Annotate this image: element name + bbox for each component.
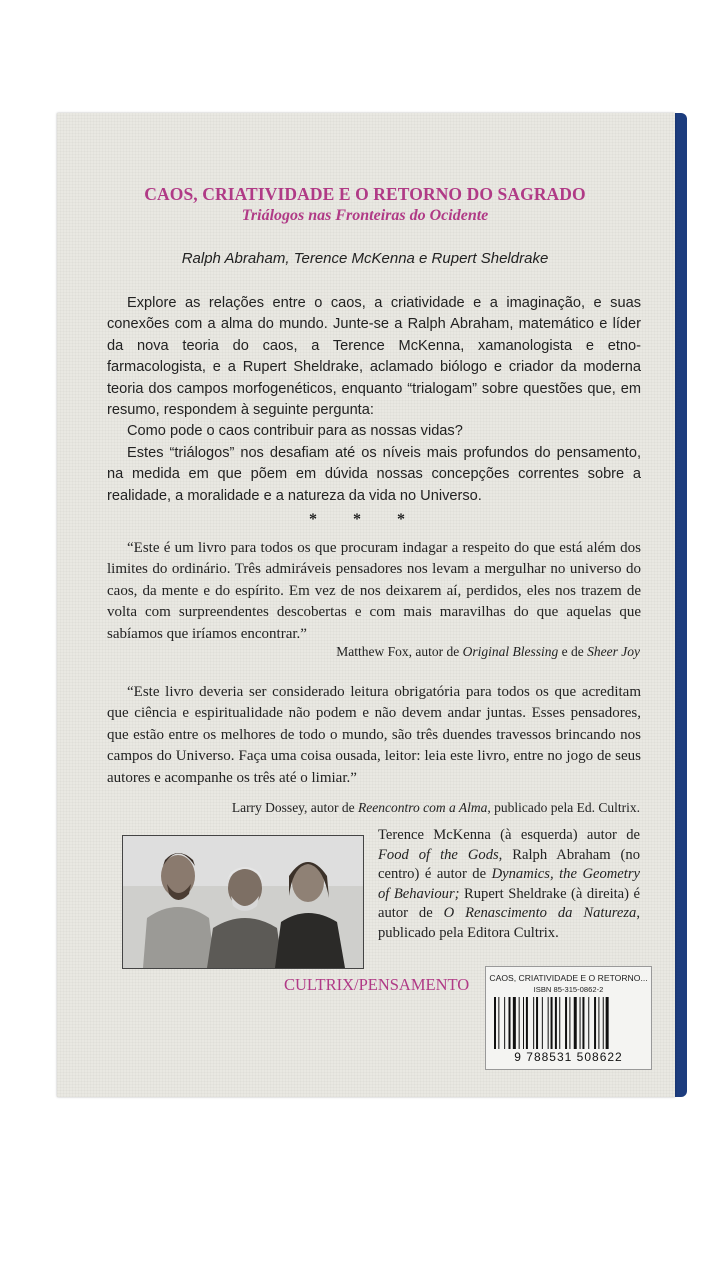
attribution-work: Sheer Joy bbox=[587, 644, 640, 659]
publisher-name: CULTRIX/PENSAMENTO bbox=[284, 975, 470, 994]
intro-paragraph-2: Como pode o caos contribuir para as nossas vidas? bbox=[127, 423, 463, 440]
barcode-number: 9 788531 508622 bbox=[514, 1050, 623, 1064]
attribution-text: , publicado pela Ed. Cultrix. bbox=[487, 800, 640, 815]
caption-work: Dynamics, the Geometry of Behaviour; bbox=[378, 866, 640, 902]
photo-caption bbox=[378, 826, 640, 943]
attribution-text: Larry Dossey, autor de bbox=[231, 800, 359, 815]
caption-text: , publicado pela Editora Cultrix. bbox=[378, 905, 640, 941]
quote-1-text: “Este é um livro para todos os que procuram indagar a respeito do que está além dos limites do ordinário. Três admiráveis pensadores nos levam a mergulhar no universo do caos, da mente e do espírito. Em vez de nos deixarem aí, perdidos, eles nos trazem de volta com surpreendentes descobertas e com mais maravilhas do que aquelas que sabíamos que iríamos encontrar.” bbox=[107, 540, 641, 642]
intro-paragraph-3: Estes “triálogos” nos desafiam até os níveis mais profundos do pensamento, na medida em que põem em dúvida nossas concepções correntes sobre a realidade, a moralidade e a natureza da vida no Universo. bbox=[107, 444, 641, 504]
caption-text: Rupert Sheldrake (à direita) é autor de bbox=[378, 885, 640, 921]
attribution-text: Matthew Fox, autor de bbox=[336, 644, 463, 659]
barcode-sticker bbox=[485, 966, 652, 1070]
barcode-bars bbox=[492, 997, 645, 1049]
intro-paragraph-1: Explore as relações entre o caos, a criatividade e a imaginação, e suas conexões com a alma do mundo. Junte-se a Ralph Abraham, matemático e líder da nova teoria do caos, a Terence McKenna, xamanologista e etno-farmacologista, e a Rupert Sheldrake, aclamado biólogo e criador da moderna teoria dos campos morfogenéticos, enquanto “trialogam” sobre questões que, em resumo, respondem à seguinte pergunta: bbox=[107, 295, 641, 419]
quote-matthew-fox bbox=[107, 538, 641, 645]
attribution-work: Reencontro com a Alma bbox=[358, 800, 488, 815]
book-subtitle: Triálogos nas Fronteiras do Ocidente bbox=[241, 207, 489, 224]
quote-larry-dossey bbox=[107, 682, 641, 789]
authors-photo bbox=[122, 835, 364, 969]
caption-work: O Renascimento da Natureza bbox=[443, 905, 637, 921]
barcode-title: CAOS, CRIATIVIDADE E O RETORNO... bbox=[489, 973, 648, 983]
attribution-work: Original Blessing bbox=[462, 644, 559, 659]
caption-text: , Ralph Abraham (no centro) é autor de bbox=[378, 846, 640, 882]
intro-text bbox=[107, 293, 641, 507]
caption-text: Terence McKenna (à esquerda) autor de bbox=[378, 827, 640, 843]
attribution-text: e de bbox=[558, 644, 588, 659]
quote-1-attribution bbox=[336, 644, 640, 660]
book-title: CAOS, CRIATIVIDADE E O RETORNO DO SAGRADO bbox=[144, 184, 586, 204]
caption-work: Food of the Gods bbox=[378, 846, 499, 863]
barcode-isbn: ISBN 85-315-0862-2 bbox=[533, 985, 604, 994]
book-authors: Ralph Abraham, Terence McKenna e Rupert Sheldrake bbox=[181, 250, 549, 267]
section-separator: * * * bbox=[309, 511, 421, 528]
quote-2-attribution bbox=[232, 800, 640, 816]
quote-2-text: “Este livro deveria ser considerado leitura obrigatória para todos os que acreditam que ciência e espiritualidade não podem e não devem andar juntas. Esses pensadores, que estão entre os melhores de todo o mundo, são três duendes travessos brincando nos campos do Universo. Faça uma coisa ousada, leitor: leia este livro, entre no jogo de seus autores e acompanhe os três até o limiar.” bbox=[107, 684, 641, 786]
